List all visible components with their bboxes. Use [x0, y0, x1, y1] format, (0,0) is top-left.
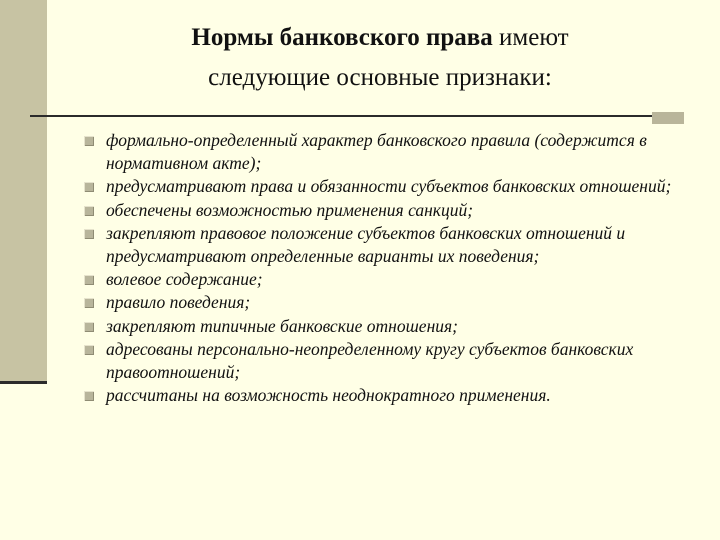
list-item	[84, 222, 694, 268]
title-line-2: следующие основные признаки:	[208, 64, 552, 91]
list-item	[84, 384, 694, 407]
list-item	[84, 268, 694, 291]
square-bullet-icon	[84, 298, 94, 308]
title-bold-text: Нормы банковского права	[191, 24, 493, 51]
list-item	[84, 129, 694, 175]
list-item-text: адресованы персонально-неопределенному кругу субъектов банковских правоотношений;	[106, 338, 634, 383]
title-regular-text: имеют	[499, 24, 569, 51]
title-line-1	[60, 18, 700, 58]
list-item-text: правило поведения;	[106, 292, 251, 313]
list-item-text: обеспечены возможностью применения санкций;	[106, 199, 474, 220]
title-divider-line	[30, 115, 652, 117]
square-bullet-icon	[84, 206, 94, 216]
list-item-text: рассчитаны на возможность неоднократного применения.	[106, 385, 551, 406]
bullet-list	[84, 129, 694, 407]
list-item	[84, 315, 694, 338]
list-item	[84, 175, 694, 198]
list-item-text: закрепляют типичные банковские отношения;	[106, 315, 458, 336]
list-item	[84, 338, 694, 384]
list-item-text: предусматривают права и обязанности субъектов банковских отношений;	[106, 176, 672, 197]
square-bullet-icon	[84, 345, 94, 355]
list-item-text: закрепляют правовое положение субъектов банковских отношений и предусматривают определенные варианты их поведения;	[106, 222, 626, 267]
left-accent-bar-edge	[0, 381, 47, 384]
square-bullet-icon	[84, 275, 94, 285]
list-item	[84, 199, 694, 222]
left-accent-bar	[0, 0, 47, 384]
square-bullet-icon	[84, 136, 94, 146]
square-bullet-icon	[84, 182, 94, 192]
list-item	[84, 291, 694, 314]
list-item-text: формально-определенный характер банковского правила (содержится в нормативном акте);	[106, 130, 647, 174]
list-item-text: волевое содержание;	[106, 269, 263, 290]
square-bullet-icon	[84, 229, 94, 239]
slide-title	[60, 18, 700, 98]
square-bullet-icon	[84, 391, 94, 401]
square-bullet-icon	[84, 322, 94, 332]
title-divider-block	[652, 112, 684, 124]
